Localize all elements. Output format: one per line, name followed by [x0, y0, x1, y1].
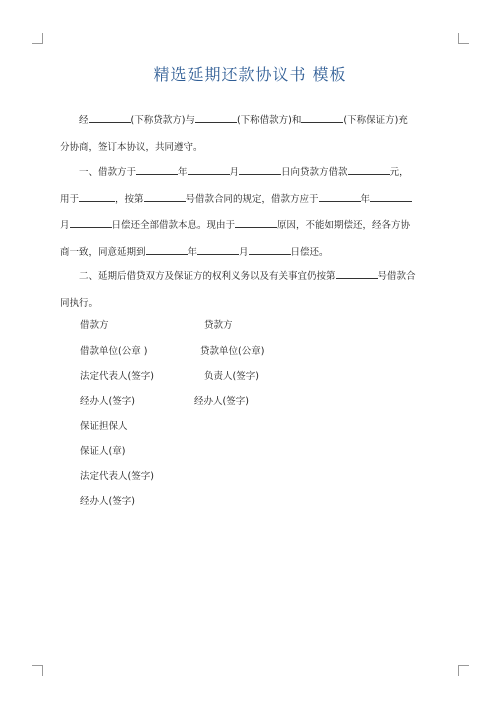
loan-month-blank[interactable]	[188, 162, 230, 175]
corner-mark-top-left	[32, 33, 43, 44]
contract-number-blank-2[interactable]	[336, 266, 378, 279]
extend-day-blank[interactable]	[249, 242, 291, 255]
extend-month-blank[interactable]	[197, 242, 239, 255]
due-year-blank-2[interactable]	[370, 189, 412, 202]
legal-rep-signature: 法定代表人(签字)	[80, 371, 154, 382]
contract-number-blank[interactable]	[144, 189, 186, 202]
borrower-blank[interactable]	[195, 110, 237, 123]
loan-amount-blank[interactable]	[348, 162, 390, 175]
lender-unit-seal: 贷款单位(公章)	[200, 346, 265, 357]
clause-one-paragraph: 一、借款方于 年 月 日向贷款方借款 元， 用于 ，按第 号借款合同的规定，借款方应于 年 月 日偿还全部借款本息。现由于 原因，不能如期偿还，经各方协 商一致，同意延期到 年 月 日偿还。	[60, 160, 438, 266]
loan-year-blank[interactable]	[136, 162, 178, 175]
guarantor-party-label: 保证担保人	[80, 421, 128, 432]
purpose-blank[interactable]	[79, 189, 115, 202]
handler-signature-right: 经办人(签字)	[194, 396, 249, 407]
lender-label: 贷款方	[204, 320, 233, 331]
guarantor-handler-signature: 经办人(签字)	[80, 496, 135, 507]
guarantor-blank[interactable]	[301, 110, 343, 123]
borrower-label: 借款方	[80, 320, 109, 331]
extend-year-blank[interactable]	[146, 242, 188, 255]
guarantor-legal-rep-signature: 法定代表人(签字)	[80, 471, 154, 482]
responsible-signature: 负责人(签字)	[204, 371, 259, 382]
corner-mark-top-right	[458, 33, 469, 44]
corner-mark-bottom-left	[32, 665, 43, 676]
loan-day-blank[interactable]	[239, 162, 281, 175]
corner-mark-bottom-right	[458, 665, 469, 676]
intro-paragraph: 经 (下称贷款方)与 (下称借款方)和 (下称保证方)充 分协商，签订本协议，共同遵守。	[60, 108, 438, 161]
due-year-blank[interactable]	[319, 189, 361, 202]
handler-signature-left: 经办人(签字)	[80, 396, 135, 407]
reason-blank[interactable]	[235, 215, 277, 228]
lender-blank[interactable]	[89, 110, 131, 123]
guarantor-seal: 保证人(章)	[80, 446, 126, 457]
document-title: 精选延期还款协议书 模板	[153, 65, 347, 84]
borrower-unit-seal: 借款单位(公章 )	[80, 346, 148, 357]
due-month-blank[interactable]	[70, 215, 112, 228]
clause-two-paragraph: 二、延期后借贷双方及保证方的权利义务以及有关事宜仍按第 号借款合 同执行。	[60, 264, 438, 317]
